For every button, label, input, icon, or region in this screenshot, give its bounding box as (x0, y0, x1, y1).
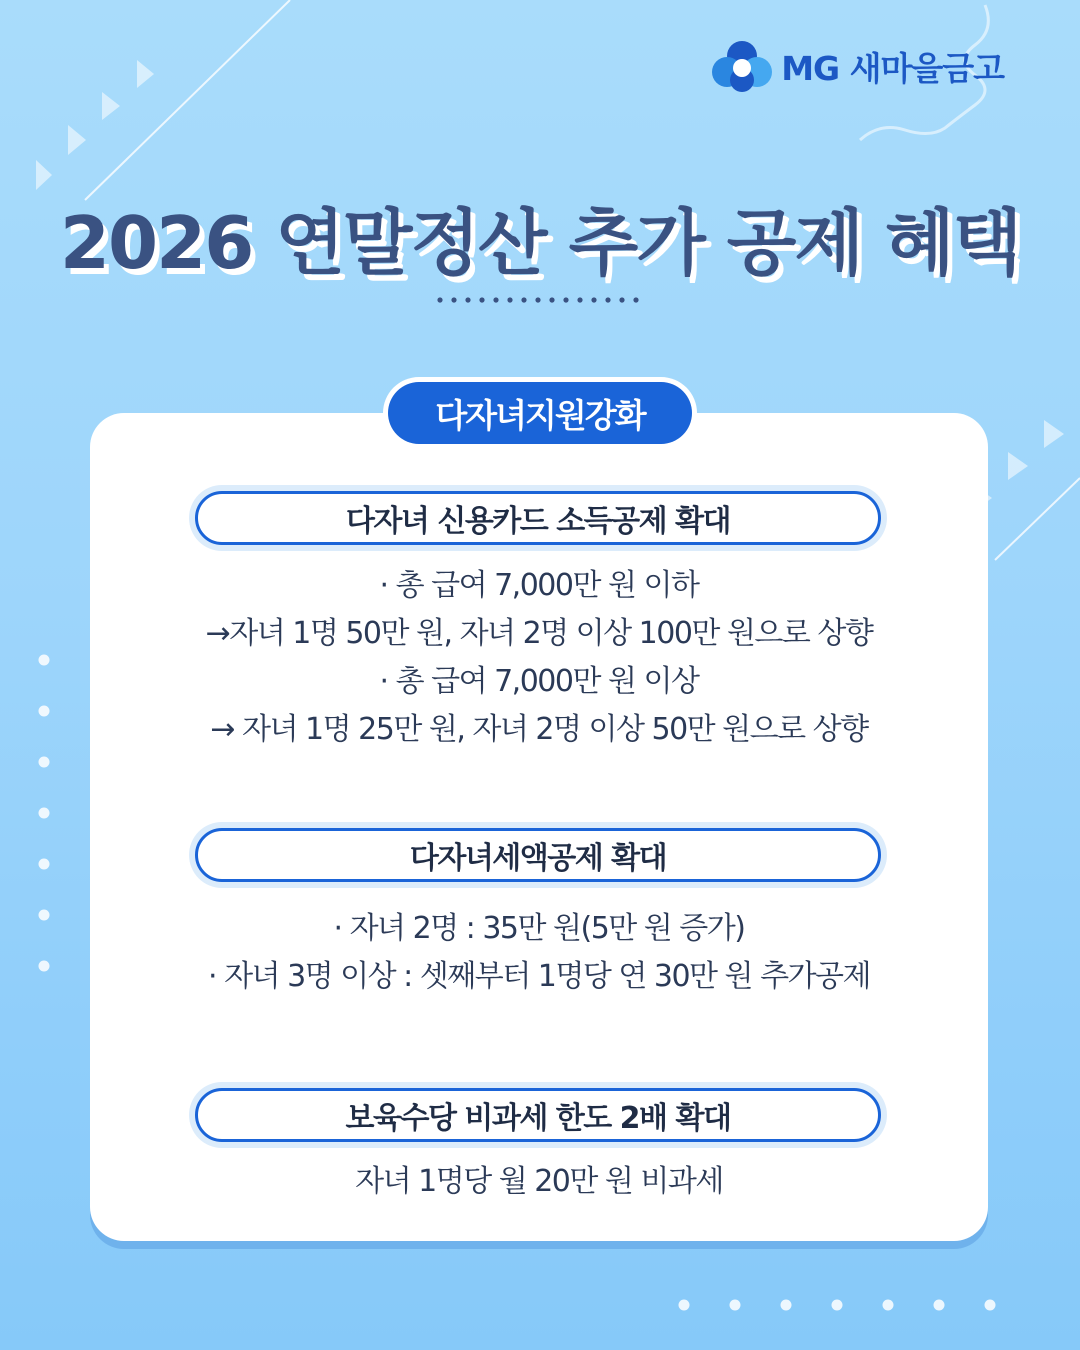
category-pill: 다자녀지원강화 (388, 382, 692, 444)
dot-column-decoration (39, 655, 50, 972)
section-line: 자녀 1명당 월 20만 원 비과세 (355, 1164, 723, 1199)
page-title: 2026 연말정산 추가 공제 혜택 (59, 201, 1021, 285)
title-divider-dots (437, 290, 643, 310)
section-body-tax-credit (90, 905, 988, 1001)
section-body-credit-card-deduction (90, 562, 988, 754)
section-line: →자녀 1명 50만 원, 자녀 2명 이상 100만 원으로 상향 (205, 616, 873, 651)
section-line: → 자녀 1명 25만 원, 자녀 2명 이상 50만 원으로 상향 (210, 712, 868, 747)
section-heading-childcare-allowance: 보육수당 비과세 한도 2배 확대 (195, 1088, 881, 1142)
section-line: · 자녀 3명 이상 : 셋째부터 1명당 연 30만 원 추가공제 (208, 959, 870, 994)
section-heading-tax-credit: 다자녀세액공제 확대 (195, 828, 881, 882)
mg-cloud-icon (711, 38, 773, 94)
brand-logo (711, 36, 1004, 96)
section-line: · 총 급여 7,000만 원 이상 (379, 664, 699, 699)
section-line: · 자녀 2명 : 35만 원(5만 원 증가) (333, 911, 745, 946)
brand-name: MG 새마을금고 (781, 48, 1004, 88)
section-heading-credit-card-deduction: 다자녀 신용카드 소득공제 확대 (195, 491, 881, 545)
dot-row-decoration (679, 1300, 996, 1311)
section-line: · 총 급여 7,000만 원 이하 (379, 568, 699, 603)
section-body-childcare-allowance (90, 1158, 988, 1206)
